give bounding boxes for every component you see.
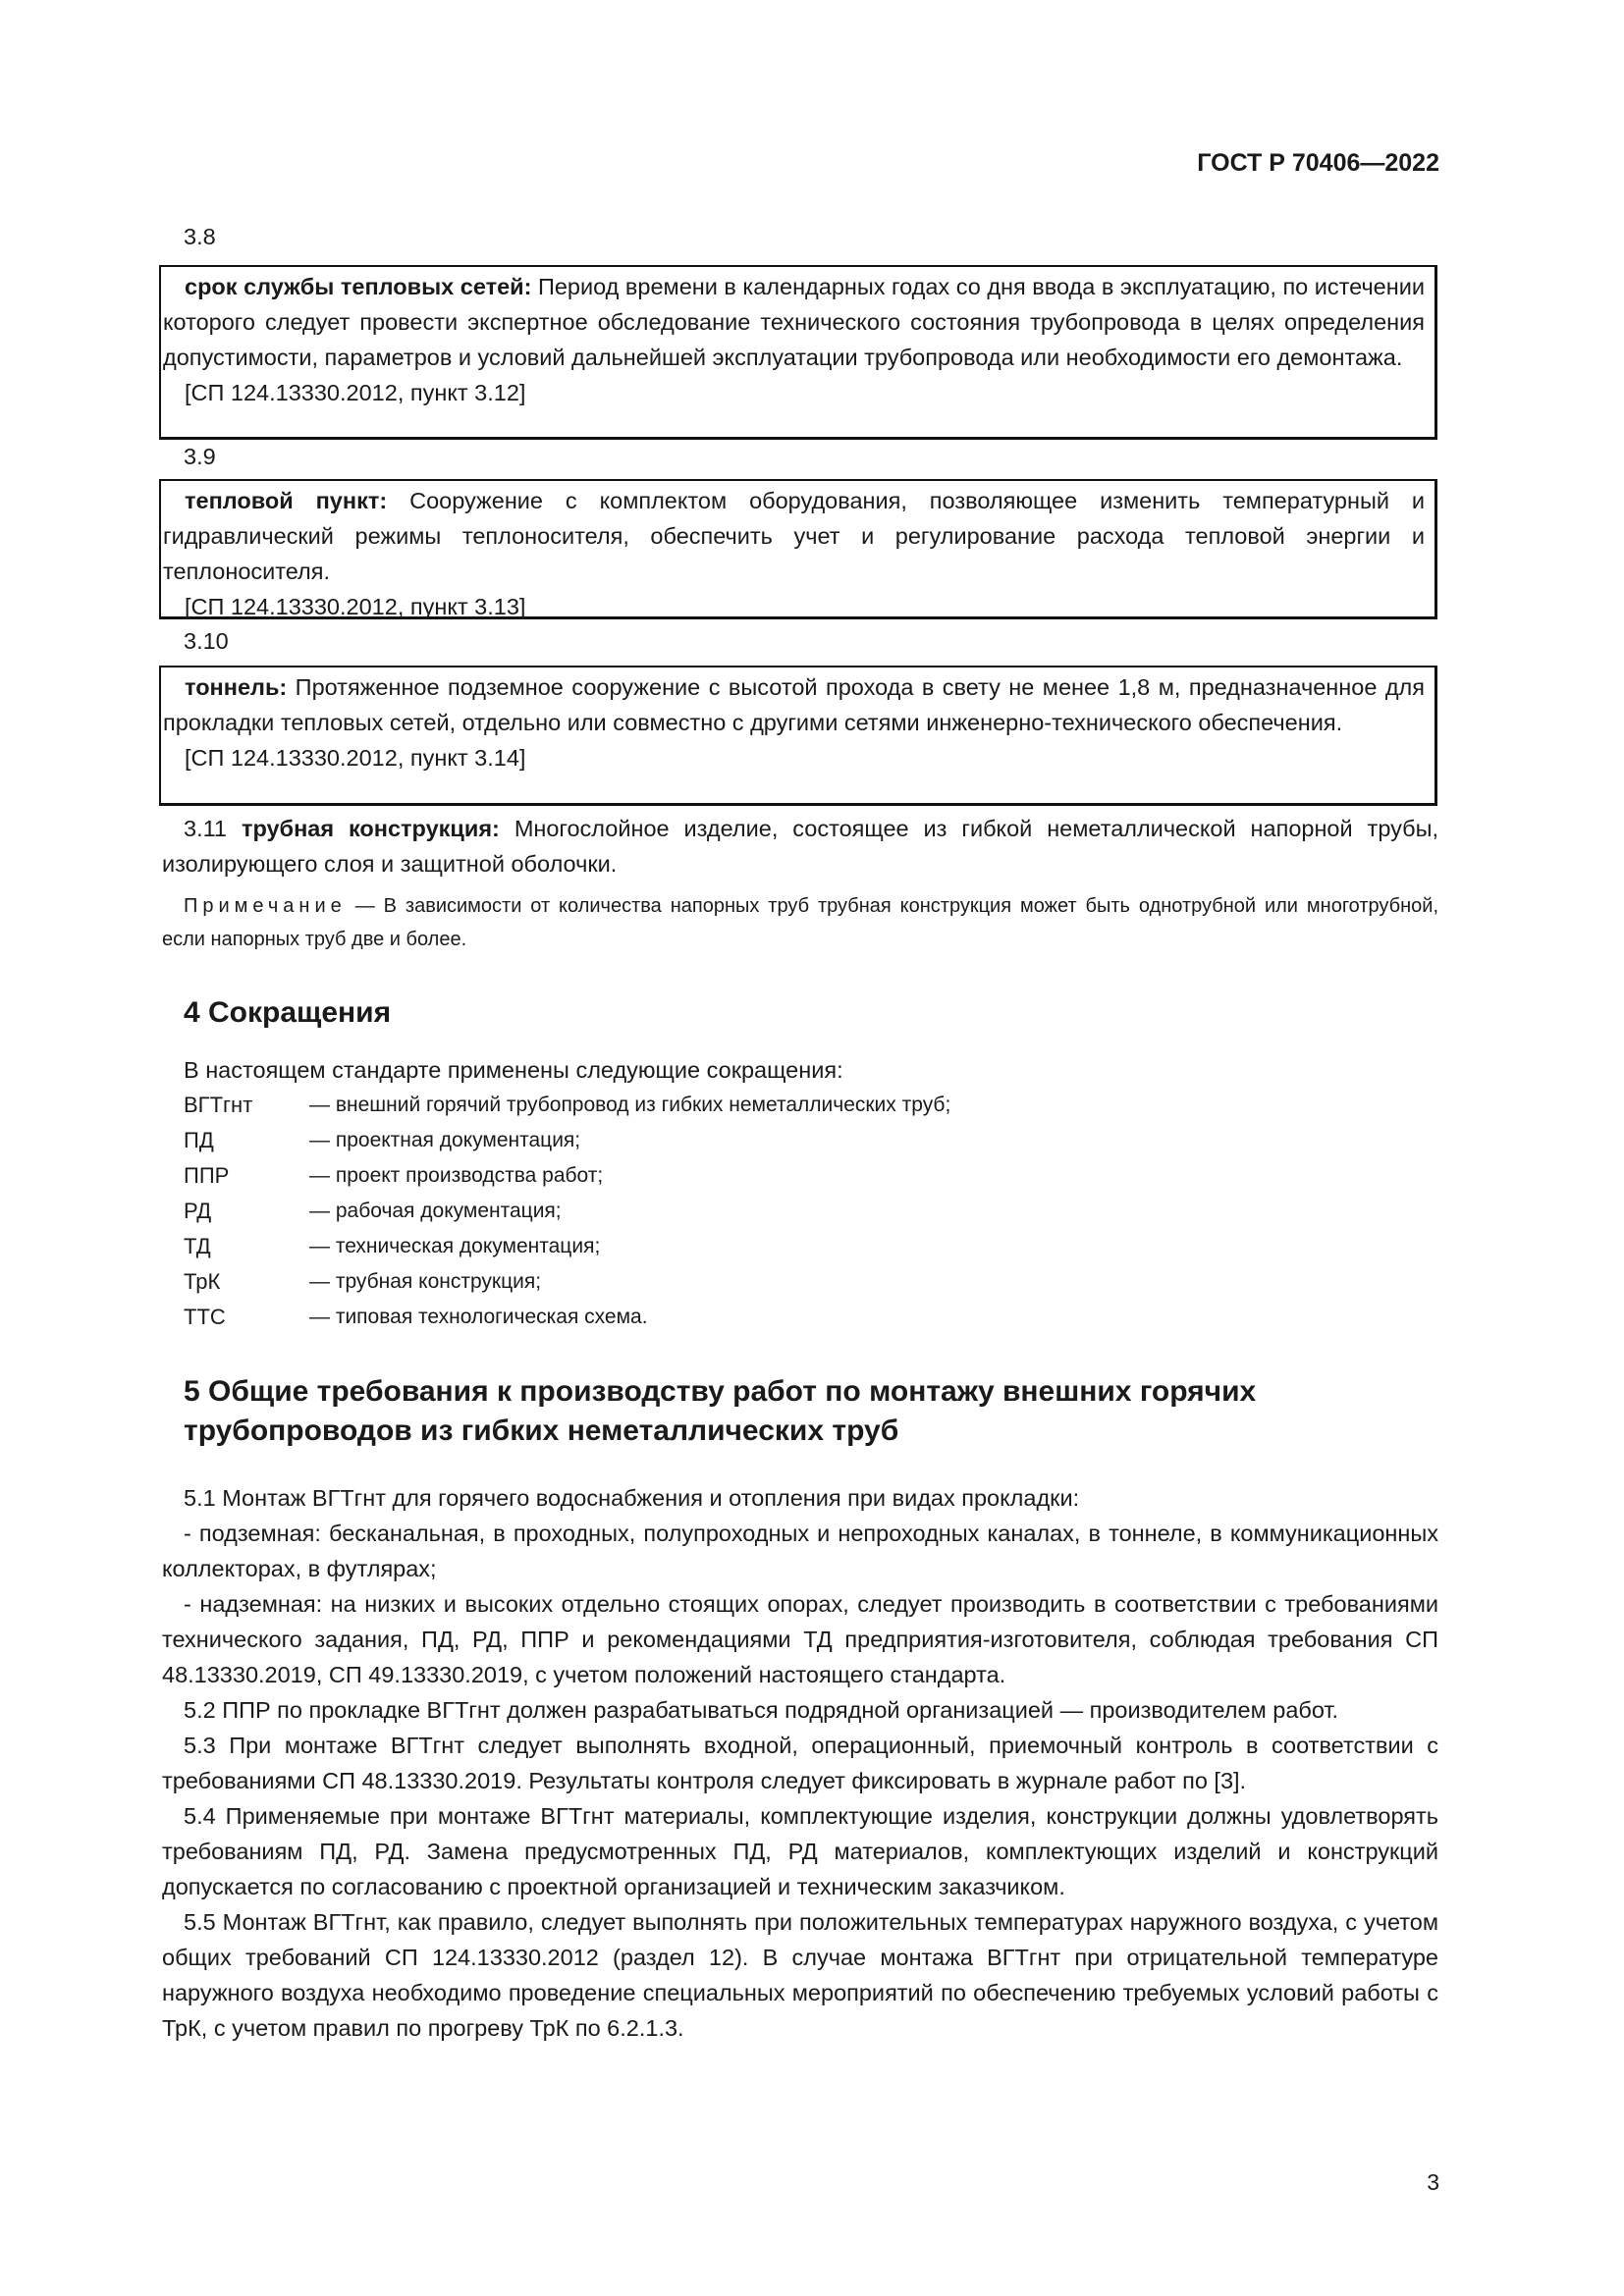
section-4-body <box>162 1052 1438 1335</box>
term-name: тепловой пункт: <box>185 488 388 513</box>
abbr-term: РД <box>184 1199 212 1223</box>
term-source: [СП 124.13330.2012, пункт 3.13] <box>185 594 526 619</box>
section-title: 4 Сокращения <box>184 996 392 1029</box>
abbr-term: ТД <box>184 1234 211 1258</box>
abbr-term: ТрК <box>184 1269 221 1294</box>
term-name: трубная конструкция: <box>241 816 500 841</box>
abbreviation-item <box>184 1300 1438 1335</box>
term-3-11 <box>162 811 1438 881</box>
paragraph: 5.4 Применяемые при монтаже ВГТгнт материалы, комплектующие изделия, конструкции должны удовлетворять требованиям ПД, РД. Замена предусмотренных ПД, РД материалов, комплектующих изделий и конструкций допускается по согласованию с проектной организацией и техническим заказчиком. <box>162 1803 1438 1899</box>
term-source: [СП 124.13330.2012, пункт 3.14] <box>185 745 526 771</box>
abbreviation-item <box>184 1229 1438 1264</box>
abbreviation-item <box>184 1158 1438 1194</box>
abbr-desc: — внешний горячий трубопровод из гибких неметаллических труб; <box>309 1094 951 1116</box>
term-definition: Многослойное изделие, состоящее из гибкой неметаллической напорной трубы, изолирующего слоя и защитной оболочки. <box>162 816 1439 877</box>
paragraph: 5.3 При монтаже ВГТгнт следует выполнять входной, операционный, приемочный контроль в соответствии с требованиями СП 48.13330.2019. Результаты контроля следует фиксировать в журнале работ по [3]. <box>162 1733 1438 1793</box>
term-definition: Сооружение с комплектом оборудования, позволяющее изменить температурный и гидравлический режимы теплоносителя, обеспечить учет и регулирование расхода тепловой энергии и теплоносителя. <box>163 488 1426 584</box>
abbreviation-item <box>184 1264 1438 1300</box>
document-id: ГОСТ Р 70406—2022 <box>1197 149 1439 177</box>
abbreviation-item <box>184 1088 1438 1123</box>
term-definition: Период времени в календарных годах со дня ввода в эксплуатацию, по истечении которого следует провести экспертное обследование технического состояния трубопровода в целях определения допустимости, параметров и условий дальнейшей эксплуатации трубопровода или необходимости его демонтажа. <box>163 274 1425 370</box>
abbreviation-item <box>184 1194 1438 1229</box>
page-number: 3 <box>1427 2169 1439 2195</box>
term-name: срок службы тепловых сетей: <box>185 274 532 299</box>
section-intro: В настоящем стандарте применены следующие сокращения: <box>184 1057 843 1083</box>
abbreviation-item <box>184 1123 1438 1158</box>
section-5-body <box>162 1480 1438 2046</box>
abbr-desc: — техническая документация; <box>309 1235 601 1257</box>
section-4-heading <box>184 993 1460 1033</box>
section-title: 5 Общие требования к производству работ по монтажу внешних горячих трубопроводов из гибких неметаллических труб <box>184 1375 1257 1447</box>
paragraph: - подземная: бесканальная, в проходных, полупроходных и непроходных каналах, в тоннеле, в коммуникационных коллекторах, в футлярах; <box>162 1521 1438 1581</box>
term-definition: Протяженное подземное сооружение с высотой прохода в свету не менее 1,8 м, предназначенное для прокладки тепловых сетей, отдельно или совместно с другими сетями инженерно-технического обеспечения. <box>163 674 1425 735</box>
paragraph: 5.5 Монтаж ВГТгнт, как правило, следует выполнять при положительных температурах наружного воздуха, с учетом общих требований СП 124.13330.2012 (раздел 12). В случае монтажа ВГТгнт при отрицательной температуре наружного воздуха необходимо проведение специальных мероприятий по обеспечению требуемых условий работы с ТрК, с учетом правил по прогреву ТрК по 6.2.1.3. <box>162 1909 1438 2041</box>
abbr-term: ТТС <box>184 1305 226 1329</box>
term-box <box>159 479 1437 619</box>
term-source: [СП 124.13330.2012, пункт 3.12] <box>185 380 526 405</box>
term-number: 3.10 <box>184 628 229 654</box>
abbr-term: ПД <box>184 1128 214 1152</box>
abbr-desc: — проект производства работ; <box>309 1164 604 1187</box>
abbr-term: ППР <box>184 1163 230 1188</box>
abbr-term: ВГТгнт <box>184 1093 253 1117</box>
abbr-desc: — трубная конструкция; <box>309 1270 542 1293</box>
paragraph: 5.1 Монтаж ВГТгнт для горячего водоснабжения и отопления при видах прокладки: <box>184 1485 1080 1511</box>
abbr-desc: — рабочая документация; <box>309 1200 562 1222</box>
note <box>162 889 1438 956</box>
term-name: тоннель: <box>185 674 288 700</box>
abbr-desc: — проектная документация; <box>309 1129 581 1151</box>
section-5-heading <box>184 1372 1421 1451</box>
note-label: Примечание <box>184 895 347 917</box>
term-number: 3.11 <box>184 816 227 841</box>
abbr-desc: — типовая технологическая схема. <box>309 1306 648 1328</box>
note-text: — В зависимости от количества напорных труб трубная конструкция может быть однотрубной или многотрубной, если напорных труб две и более. <box>162 895 1439 950</box>
term-number: 3.9 <box>184 444 216 469</box>
paragraph: 5.2 ППР по прокладке ВГТгнт должен разрабатываться подрядной организацией — производителем работ. <box>184 1697 1339 1723</box>
term-number: 3.8 <box>184 224 216 249</box>
term-box <box>159 265 1437 440</box>
term-box <box>159 666 1437 806</box>
paragraph: - надземная: на низких и высоких отдельно стоящих опорах, следует производить в соответствии с требованиями технического задания, ПД, РД, ППР и рекомендациями ТД предприятия-изготовителя, соблюдая требования СП 48.13330.2019, СП 49.13330.2019, с учетом положений настоящего стандарта. <box>162 1591 1438 1687</box>
